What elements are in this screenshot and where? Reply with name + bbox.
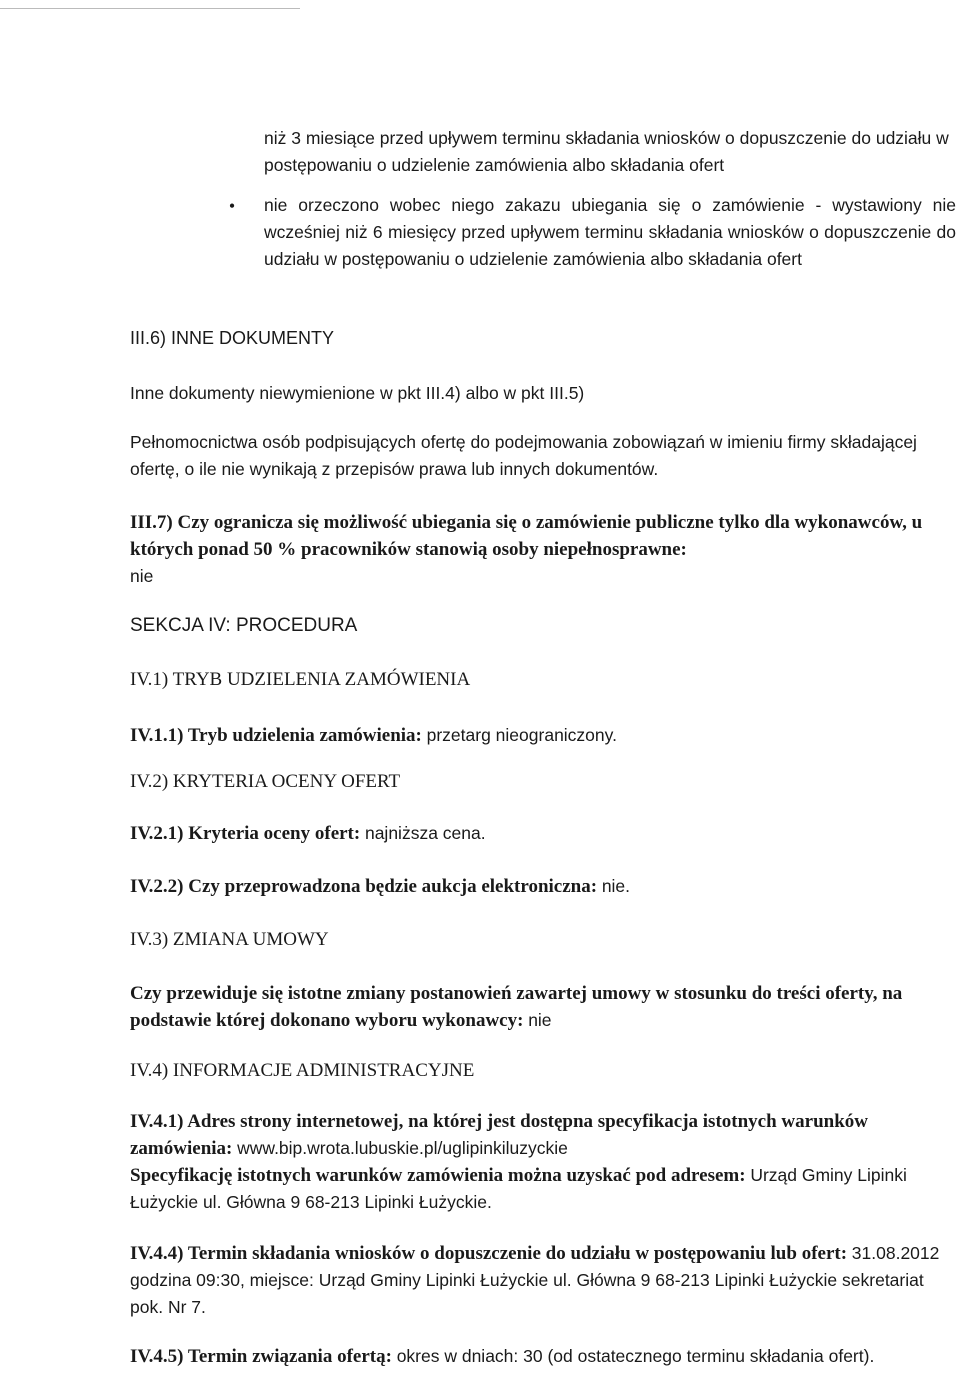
item-iv44-value: 31.08.2012 godzina 09:30, miejsce: Urząd Gminy Lipinki Łużyckie ul. Główna 9 68-213 Lipinki Łużyckie sekretariat pok. Nr 7. [130, 1243, 940, 1317]
heading-iv2: IV.2) KRYTERIA OCENY OFERT [130, 771, 401, 792]
item-iii7-value: nie [130, 566, 154, 586]
other-documents-line: Inne dokumenty niewymienione w pkt III.4) albo w pkt III.5) [130, 383, 585, 403]
page-top-rule [0, 8, 300, 9]
item-iv21-value: najniższa cena. [364, 823, 486, 843]
item-iv44 [130, 1240, 954, 1321]
item-iv41b-value: Urząd Gminy Lipinki Łużyckie ul. Główna 9 68-213 Lipinki Łużyckie. [130, 1165, 907, 1212]
bullet-continuation [264, 125, 956, 179]
power-of-attorney-text: Pełnomocnictwa osób podpisujących ofertę do podejmowania zobowiązań w imieniu firmy składającej ofertę, o ile nie wynikają z przepisów prawa lub innych dokumentów. [130, 432, 917, 479]
item-iii7 [130, 509, 954, 590]
item-iv3-value: nie [528, 1010, 552, 1030]
item-iv41-label: IV.4.1) Adres strony internetowej, na której jest dostępna specyfikacja istotnych warunków zamówienia: [130, 1111, 869, 1159]
bullet-a-text: niż 3 miesiące przed upływem terminu składania wniosków o dopuszczenie do udziału w postępowaniu o udzielenie zamówienia albo składania ofert [264, 128, 949, 175]
item-iv22-label: IV.2.2) Czy przeprowadzona będzie aukcja elektroniczna: [130, 876, 598, 897]
item-iv41 [130, 1108, 954, 1162]
bullet-b [264, 192, 956, 273]
bullet-dot: • [228, 196, 236, 216]
heading-iv1: IV.1) TRYB UDZIELENIA ZAMÓWIENIA [130, 669, 471, 690]
heading-iv4: IV.4) INFORMACJE ADMINISTRACYJNE [130, 1060, 475, 1081]
item-iv44-label: IV.4.4) Termin składania wniosków o dopuszczenie do udziału w postępowaniu lub ofert: [130, 1243, 848, 1264]
item-iv45-label: IV.4.5) Termin związania ofertą: [130, 1346, 392, 1367]
item-iv45-value: okres w dniach: 30 (od ostatecznego terminu składania ofert). [396, 1346, 875, 1366]
item-iv41b [130, 1162, 954, 1216]
item-iv11-label: IV.1.1) Tryb udzielenia zamówienia: [130, 725, 422, 746]
item-iv11-value: przetarg nieograniczony. [426, 725, 617, 745]
item-iv21 [130, 820, 954, 847]
heading-iv3: IV.3) ZMIANA UMOWY [130, 929, 329, 950]
section-title-iv: SEKCJA IV: PROCEDURA [130, 615, 358, 636]
bullet-b-text: nie orzeczono wobec niego zakazu ubiegania się o zamówienie - wystawiony nie wcześniej niż 6 miesięcy przed upływem terminu składania wniosków o dopuszczenie do udziału w postępowaniu o udzielenie zamówienia albo składania ofert [264, 195, 956, 269]
item-iv41b-label: Specyfikację istotnych warunków zamówienia można uzyskać pod adresem: [130, 1165, 746, 1186]
item-iii7-label: III.7) Czy ogranicza się możliwość ubiegania się o zamówienie publiczne tylko dla wykonawców, u których ponad 50 % pracowników stanowią osoby niepełnosprawne: [130, 512, 923, 560]
item-iv3-question [130, 980, 954, 1034]
item-iv22-value: nie. [601, 876, 631, 896]
item-iv21-label: IV.2.1) Kryteria oceny ofert: [130, 823, 361, 844]
item-iv22 [130, 873, 954, 900]
item-iv45 [130, 1343, 954, 1370]
item-iv3-label: Czy przewiduje się istotne zmiany postanowień zawartej umowy w stosunku do treści oferty, na podstawie której dokonano wyboru wykonawcy: [130, 983, 903, 1031]
item-iv11 [130, 722, 954, 749]
item-iv41-value: www.bip.wrota.lubuskie.pl/uglipinkiluzyckie [237, 1138, 568, 1158]
section-heading-iii6: III.6) INNE DOKUMENTY [130, 328, 335, 348]
